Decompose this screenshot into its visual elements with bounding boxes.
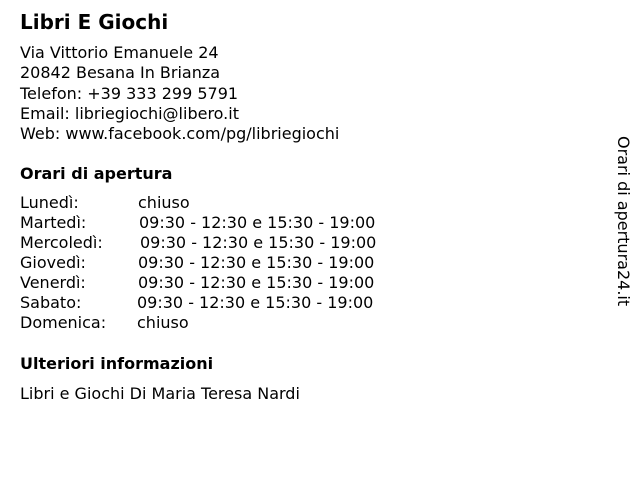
page-title: Libri E Giochi xyxy=(20,10,169,34)
hours-row-friday xyxy=(20,273,440,293)
hours-time: chiuso xyxy=(137,313,189,332)
hours-row-wednesday xyxy=(20,233,440,253)
hours-row-thursday xyxy=(20,253,440,273)
hours-time: 09:30 - 12:30 e 15:30 - 19:00 xyxy=(140,233,377,252)
hours-table xyxy=(20,193,440,333)
hours-row-sunday xyxy=(20,313,440,333)
info-heading: Ulteriori informazioni xyxy=(20,354,214,373)
hours-day: Venerdì: xyxy=(20,273,86,292)
phone-line: Telefon: +39 333 299 5791 xyxy=(20,83,239,103)
hours-day: Martedì: xyxy=(20,213,87,232)
info-text: Libri e Giochi Di Maria Teresa Nardi xyxy=(20,384,300,403)
web-line: Web: www.facebook.com/pg/libriegiochi xyxy=(20,124,340,144)
hours-heading: Orari di apertura xyxy=(20,164,173,183)
hours-day: Domenica: xyxy=(20,313,107,332)
address-line: Via Vittorio Emanuele 24 xyxy=(20,43,219,62)
hours-time: 09:30 - 12:30 e 15:30 - 19:00 xyxy=(139,213,376,232)
city-line: 20842 Besana In Brianza xyxy=(20,63,221,83)
contact-block xyxy=(20,43,339,144)
hours-day: Lunedì: xyxy=(20,193,79,212)
email-line: Email: libriegiochi@libero.it xyxy=(20,103,239,123)
hours-time: 09:30 - 12:30 e 15:30 - 19:00 xyxy=(138,273,375,292)
hours-day: Mercoledì: xyxy=(20,233,103,252)
hours-time: 09:30 - 12:30 e 15:30 - 19:00 xyxy=(137,293,374,312)
hours-time: 09:30 - 12:30 e 15:30 - 19:00 xyxy=(138,253,375,272)
hours-row-monday xyxy=(20,193,440,213)
hours-row-tuesday xyxy=(20,213,440,233)
hours-day: Sabato: xyxy=(20,293,82,312)
brand-watermark xyxy=(612,136,636,308)
brand-text: Orari di apertura24.it xyxy=(614,136,633,307)
hours-day: Giovedì: xyxy=(20,253,86,272)
hours-row-saturday xyxy=(20,293,440,313)
hours-time: chiuso xyxy=(138,193,190,212)
